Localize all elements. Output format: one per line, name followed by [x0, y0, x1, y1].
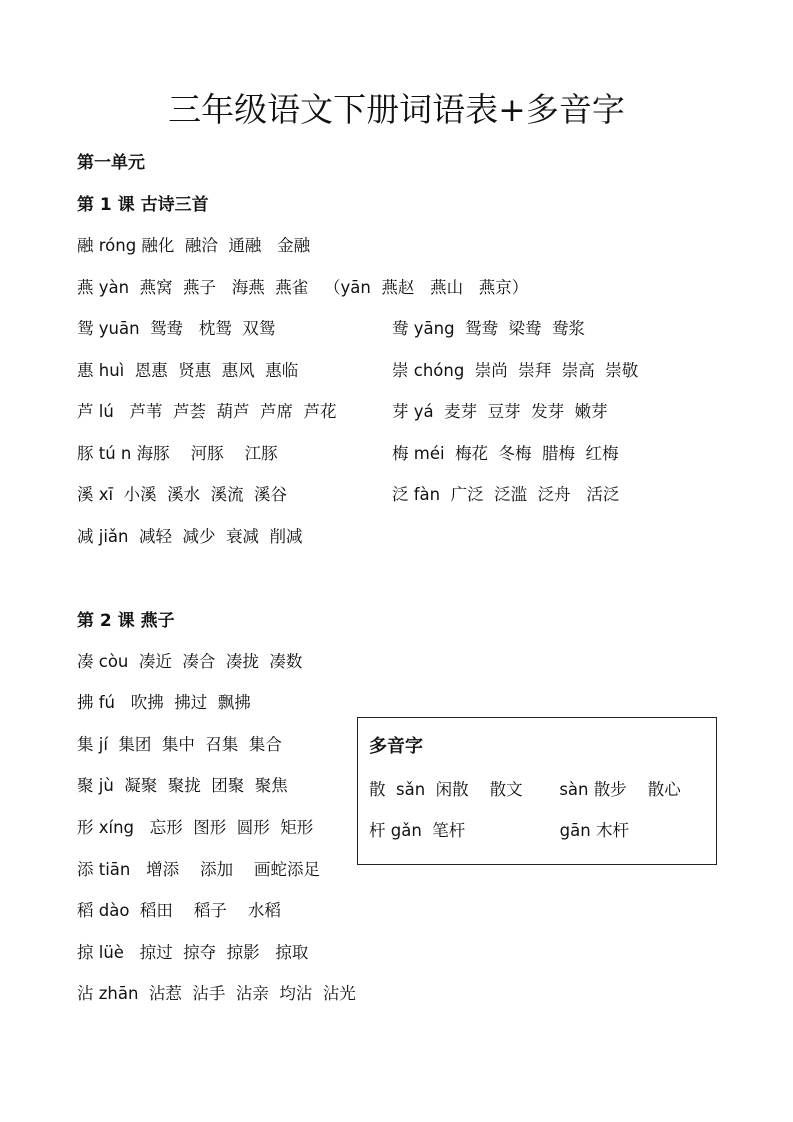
lesson-2-heading: 第 2 课 燕子 — [77, 611, 175, 631]
lesson-1-word-line: 减 jiǎn 减轻 减少 衰减 削减 — [77, 527, 303, 546]
lesson-2-word-line: 沾 zhān 沾惹 沾手 沾亲 均沾 沾光 — [77, 984, 356, 1003]
lesson-2-word-line: 添 tiān 增添 添加 画蛇添足 — [77, 860, 321, 879]
lesson-2-word-line: 掠 lüè 掠过 掠夺 掠影 掠取 — [77, 943, 309, 962]
lesson-1-heading: 第 1 课 古诗三首 — [77, 195, 209, 215]
lesson-2-word-line: 稻 dào 稻田 稻子 水稻 — [77, 901, 281, 920]
lesson-2-word-line: 拂 fú 吹拂 拂过 飘拂 — [77, 693, 251, 712]
lesson-1-word-line: 融 róng 融化 融洽 通融 金融 — [77, 236, 311, 255]
lesson-2-word-line: 集 jí 集团 集中 召集 集合 — [77, 735, 282, 754]
polyphone-line: 杆 gǎn 笔杆 gān 木杆 — [369, 821, 629, 840]
lesson-1-word-line-right: 芽 yá 麦芽 豆芽 发芽 嫩芽 — [392, 402, 608, 421]
unit-heading: 第一单元 — [77, 153, 145, 173]
lesson-1-word-line: 豚 tú n 海豚 河豚 江豚 — [77, 444, 278, 463]
polyphone-line: 散 sǎn 闲散 散文 sàn 散步 散心 — [369, 780, 681, 799]
lesson-1-word-line-right: 崇 chóng 崇尚 崇拜 崇高 崇敬 — [392, 361, 639, 380]
lesson-2-word-line: 聚 jù 凝聚 聚拢 团聚 聚焦 — [77, 776, 288, 795]
lesson-1-word-line: 溪 xī 小溪 溪水 溪流 溪谷 — [77, 485, 288, 504]
lesson-1-word-line: 鸳 yuān 鸳鸯 枕鸳 双鸳 — [77, 319, 276, 338]
lesson-2-word-line: 形 xíng 忘形 图形 圆形 矩形 — [77, 818, 314, 837]
lesson-2-word-line: 凑 còu 凑近 凑合 凑拢 凑数 — [77, 652, 303, 671]
lesson-1-word-line-right: 梅 méi 梅花 冬梅 腊梅 红梅 — [392, 444, 619, 463]
lesson-1-word-line: 燕 yàn 燕窝 燕子 海燕 燕雀 （yān 燕赵 燕山 燕京） — [77, 278, 529, 297]
page-title: 三年级语文下册词语表+多音字 — [168, 90, 625, 129]
polyphone-box-title: 多音字 — [369, 736, 423, 757]
lesson-1-word-line: 芦 lú 芦苇 芦荟 葫芦 芦席 芦花 — [77, 402, 337, 421]
polyphone-box — [357, 717, 717, 865]
lesson-1-word-line-right: 泛 fàn 广泛 泛滥 泛舟 活泛 — [392, 485, 620, 504]
lesson-1-word-line: 惠 huì 恩惠 贤惠 惠风 惠临 — [77, 361, 299, 380]
lesson-1-word-line-right: 鸯 yāng 鸳鸯 梁鸯 鸯浆 — [392, 319, 586, 338]
